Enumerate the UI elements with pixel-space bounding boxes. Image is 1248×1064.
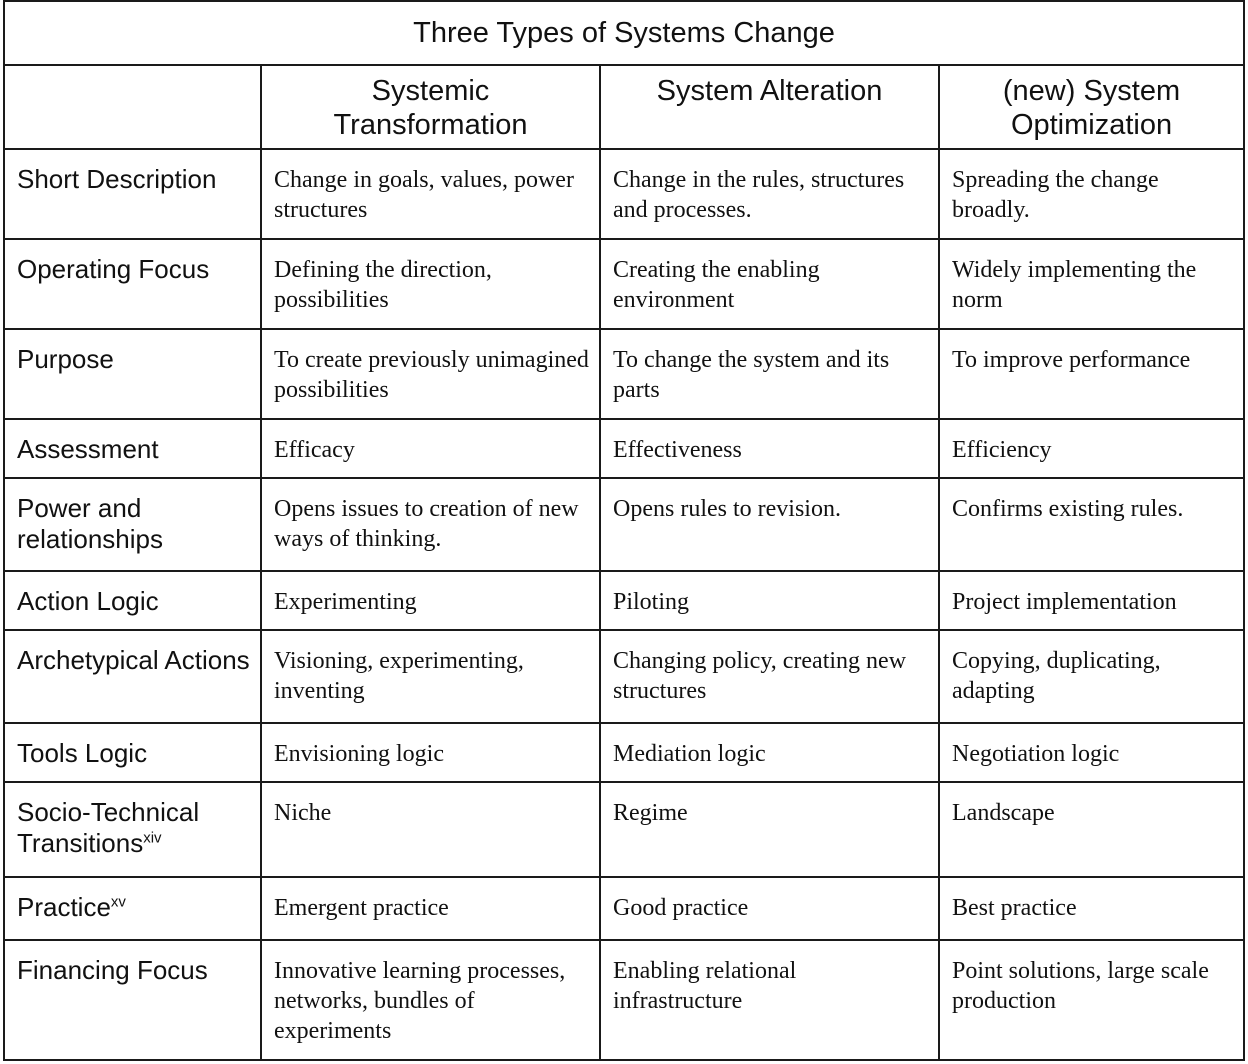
table-row [4, 940, 1244, 1060]
header-line: (new) System [1002, 75, 1181, 107]
table-row [4, 877, 1244, 940]
table-cell: Efficacy [261, 419, 600, 478]
row-label-text: Power and relationships [17, 493, 163, 554]
table-cell: Visioning, experimenting, inventing [261, 630, 600, 723]
table-title: Three Types of Systems Change [4, 1, 1244, 65]
table-cell: Widely implementing the norm [939, 239, 1244, 329]
table-cell: Creating the enabling environment [600, 239, 939, 329]
row-label [4, 149, 261, 239]
row-label-text: Practice [17, 892, 111, 922]
table-row [4, 723, 1244, 782]
row-label-text: Assessment [17, 434, 159, 464]
table-row [4, 239, 1244, 329]
table-cell: Defining the direction, possibilities [261, 239, 600, 329]
header-empty-cell [4, 65, 261, 149]
row-label [4, 782, 261, 877]
header-row [4, 65, 1244, 149]
row-label [4, 239, 261, 329]
table-cell: Enabling relational infrastructure [600, 940, 939, 1060]
header-line: Transformation [333, 109, 528, 141]
footnote-marker: xv [110, 893, 126, 911]
systems-change-table [3, 0, 1245, 1061]
row-label [4, 630, 261, 723]
table-cell: Efficiency [939, 419, 1244, 478]
row-label [4, 940, 261, 1060]
table-cell: Regime [600, 782, 939, 877]
table-cell: Innovative learning processes, networks, bundles of experiments [261, 940, 600, 1060]
table-cell: Spreading the change broadly. [939, 149, 1244, 239]
table-row [4, 630, 1244, 723]
table-cell: Point solutions, large scale production [939, 940, 1244, 1060]
table-cell: Opens issues to creation of new ways of thinking. [261, 478, 600, 571]
row-label-text: Archetypical Actions [17, 645, 250, 675]
row-label-text: Tools Logic [17, 738, 148, 768]
header-system-optimization [939, 65, 1244, 149]
row-label-text: Purpose [17, 344, 114, 374]
table-row [4, 419, 1244, 478]
table-cell: Opens rules to revision. [600, 478, 939, 571]
table-cell: Best practice [939, 877, 1244, 940]
row-label [4, 877, 261, 940]
table-row [4, 571, 1244, 630]
table-row [4, 329, 1244, 419]
table-cell: Landscape [939, 782, 1244, 877]
row-label-text: Financing Focus [17, 955, 208, 985]
table-cell: Change in goals, values, power structures [261, 149, 600, 239]
table-cell: Good practice [600, 877, 939, 940]
row-label-text: Socio-Technical Transitions [17, 797, 200, 858]
header-system-alteration [600, 65, 939, 149]
table-cell: Confirms existing rules. [939, 478, 1244, 571]
table-cell: To create previously unimagined possibilities [261, 329, 600, 419]
row-label [4, 571, 261, 630]
table-cell: Piloting [600, 571, 939, 630]
row-label [4, 478, 261, 571]
table-cell: Change in the rules, structures and processes. [600, 149, 939, 239]
table-cell: Copying, duplicating, adapting [939, 630, 1244, 723]
table-row [4, 478, 1244, 571]
table-cell: To improve performance [939, 329, 1244, 419]
header-systemic-transformation [261, 65, 600, 149]
row-label-text: Action Logic [17, 586, 159, 616]
table-cell: Niche [261, 782, 600, 877]
table-cell: Mediation logic [600, 723, 939, 782]
table-cell: Changing policy, creating new structures [600, 630, 939, 723]
footnote-marker: xiv [143, 829, 162, 847]
table-row [4, 149, 1244, 239]
header-line: Optimization [1010, 109, 1173, 141]
row-label [4, 419, 261, 478]
title-row [4, 1, 1244, 65]
table-cell: Project implementation [939, 571, 1244, 630]
table-cell: Emergent practice [261, 877, 600, 940]
table-cell: To change the system and its parts [600, 329, 939, 419]
table-cell: Experimenting [261, 571, 600, 630]
row-label-text: Operating Focus [17, 254, 210, 284]
table-cell: Envisioning logic [261, 723, 600, 782]
table-cell: Effectiveness [600, 419, 939, 478]
row-label [4, 723, 261, 782]
header-line: Systemic [371, 75, 490, 107]
header-line: System Alteration [656, 75, 883, 107]
table-row [4, 782, 1244, 877]
table-cell: Negotiation logic [939, 723, 1244, 782]
row-label-text: Short Description [17, 164, 217, 194]
row-label [4, 329, 261, 419]
